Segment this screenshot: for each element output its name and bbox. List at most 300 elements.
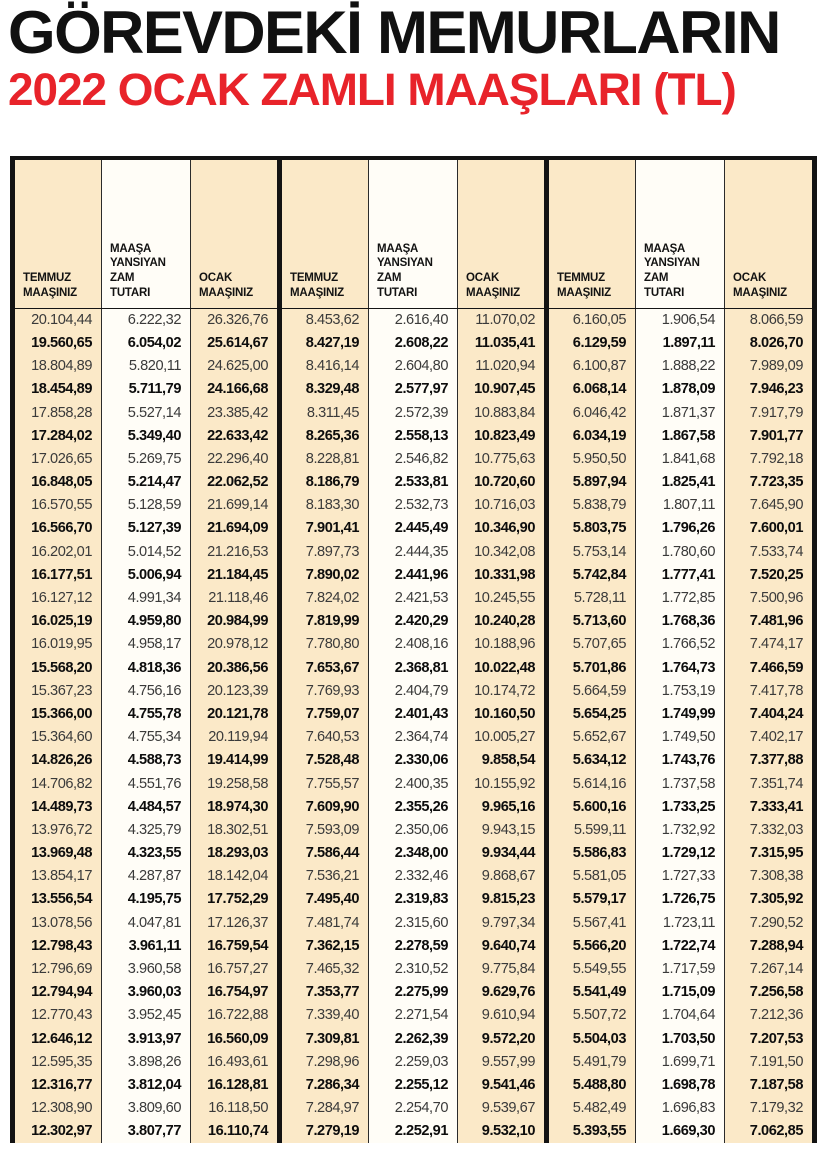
table-cell: 17.126,37 bbox=[191, 911, 280, 934]
headline-secondary: 2022 OCAK ZAMLI MAAŞLARI (TL) bbox=[8, 63, 736, 115]
table-cell: 2.355,26 bbox=[369, 795, 458, 818]
table-cell: 5.566,20 bbox=[547, 935, 636, 958]
table-cell: 1.768,36 bbox=[636, 610, 725, 633]
table-cell: 9.934,44 bbox=[458, 842, 547, 865]
column-header-4 bbox=[369, 158, 458, 308]
table-cell: 22.296,40 bbox=[191, 448, 280, 471]
table-cell: 5.541,49 bbox=[547, 981, 636, 1004]
table-cell: 1.825,41 bbox=[636, 471, 725, 494]
table-cell: 2.404,79 bbox=[369, 680, 458, 703]
table-cell: 5.269,75 bbox=[102, 448, 191, 471]
table-cell: 2.348,00 bbox=[369, 842, 458, 865]
table-cell: 5.654,25 bbox=[547, 703, 636, 726]
table-cell: 7.305,92 bbox=[725, 888, 815, 911]
table-cell: 7.179,32 bbox=[725, 1097, 815, 1120]
table-cell: 6.034,19 bbox=[547, 424, 636, 447]
table-cell: 8.066,59 bbox=[725, 308, 815, 332]
table-cell: 1.696,83 bbox=[636, 1097, 725, 1120]
table-cell: 4.958,17 bbox=[102, 633, 191, 656]
table-cell: 2.262,39 bbox=[369, 1027, 458, 1050]
table-cell: 1.698,78 bbox=[636, 1074, 725, 1097]
table-cell: 5.742,84 bbox=[547, 564, 636, 587]
table-row bbox=[13, 471, 815, 494]
table-cell: 5.897,94 bbox=[547, 471, 636, 494]
column-header-line: TEMMUZ bbox=[290, 272, 338, 285]
table-cell: 5.507,72 bbox=[547, 1004, 636, 1027]
table-cell: 7.653,67 bbox=[280, 656, 369, 679]
table-cell: 8.329,48 bbox=[280, 378, 369, 401]
table-cell: 5.128,59 bbox=[102, 494, 191, 517]
column-header-1 bbox=[102, 158, 191, 308]
table-cell: 12.770,43 bbox=[13, 1004, 102, 1027]
table-cell: 18.142,04 bbox=[191, 865, 280, 888]
table-cell: 1.729,12 bbox=[636, 842, 725, 865]
table-cell: 2.330,06 bbox=[369, 749, 458, 772]
table-cell: 1.780,60 bbox=[636, 540, 725, 563]
table-cell: 10.907,45 bbox=[458, 378, 547, 401]
table-cell: 8.265,36 bbox=[280, 424, 369, 447]
table-cell: 9.572,20 bbox=[458, 1027, 547, 1050]
table-cell: 7.298,96 bbox=[280, 1051, 369, 1074]
table-row bbox=[13, 1004, 815, 1027]
table-cell: 2.364,74 bbox=[369, 726, 458, 749]
column-header-line: MAAŞINIZ bbox=[466, 286, 520, 299]
table-row bbox=[13, 633, 815, 656]
table-cell: 2.420,29 bbox=[369, 610, 458, 633]
table-cell: 2.310,52 bbox=[369, 958, 458, 981]
table-cell: 9.965,16 bbox=[458, 795, 547, 818]
column-header-3 bbox=[280, 158, 369, 308]
table-cell: 10.823,49 bbox=[458, 424, 547, 447]
table-row bbox=[13, 1027, 815, 1050]
table-cell: 3.809,60 bbox=[102, 1097, 191, 1120]
column-header-line: TEMMUZ bbox=[23, 272, 71, 285]
column-header-line: MAAŞA bbox=[377, 242, 419, 255]
table-cell: 7.417,78 bbox=[725, 680, 815, 703]
table-cell: 7.402,17 bbox=[725, 726, 815, 749]
table-cell: 1.733,25 bbox=[636, 795, 725, 818]
table-cell: 24.166,68 bbox=[191, 378, 280, 401]
table-cell: 7.474,17 bbox=[725, 633, 815, 656]
table-cell: 1.753,19 bbox=[636, 680, 725, 703]
table-cell: 9.868,67 bbox=[458, 865, 547, 888]
table-cell: 7.309,81 bbox=[280, 1027, 369, 1050]
salary-table bbox=[10, 156, 817, 1143]
table-cell: 25.614,67 bbox=[191, 332, 280, 355]
table-cell: 4.484,57 bbox=[102, 795, 191, 818]
column-header-line: MAAŞINIZ bbox=[290, 286, 344, 299]
table-cell: 1.749,50 bbox=[636, 726, 725, 749]
table-cell: 1.777,41 bbox=[636, 564, 725, 587]
table-cell: 4.047,81 bbox=[102, 911, 191, 934]
table-cell: 1.715,09 bbox=[636, 981, 725, 1004]
table-cell: 9.532,10 bbox=[458, 1120, 547, 1143]
table-cell: 10.188,96 bbox=[458, 633, 547, 656]
table-cell: 7.989,09 bbox=[725, 355, 815, 378]
table-cell: 4.588,73 bbox=[102, 749, 191, 772]
table-cell: 1.717,59 bbox=[636, 958, 725, 981]
table-cell: 5.634,12 bbox=[547, 749, 636, 772]
table-row bbox=[13, 610, 815, 633]
column-header-line: OCAK bbox=[466, 272, 500, 285]
table-cell: 2.604,80 bbox=[369, 355, 458, 378]
table-cell: 21.699,14 bbox=[191, 494, 280, 517]
table-cell: 19.258,58 bbox=[191, 772, 280, 795]
table-cell: 15.568,20 bbox=[13, 656, 102, 679]
table-cell: 3.913,97 bbox=[102, 1027, 191, 1050]
table-row bbox=[13, 911, 815, 934]
table-cell: 5.599,11 bbox=[547, 819, 636, 842]
column-header-line: YANSIYAN bbox=[377, 257, 433, 270]
table-cell: 8.427,19 bbox=[280, 332, 369, 355]
table-cell: 7.284,97 bbox=[280, 1097, 369, 1120]
table-cell: 4.325,79 bbox=[102, 819, 191, 842]
table-cell: 1.807,11 bbox=[636, 494, 725, 517]
table-cell: 7.897,73 bbox=[280, 540, 369, 563]
table-cell: 16.848,05 bbox=[13, 471, 102, 494]
table-cell: 7.465,32 bbox=[280, 958, 369, 981]
table-cell: 11.070,02 bbox=[458, 308, 547, 332]
table-cell: 16.570,55 bbox=[13, 494, 102, 517]
column-header-line: MAAŞINIZ bbox=[733, 286, 787, 299]
table-cell: 1.766,52 bbox=[636, 633, 725, 656]
table-cell: 2.319,83 bbox=[369, 888, 458, 911]
table-cell: 16.128,81 bbox=[191, 1074, 280, 1097]
column-header-line: MAAŞINIZ bbox=[23, 286, 77, 299]
column-header-2 bbox=[191, 158, 280, 308]
table-cell: 6.129,59 bbox=[547, 332, 636, 355]
column-header-6 bbox=[547, 158, 636, 308]
table-cell: 15.367,23 bbox=[13, 680, 102, 703]
table-cell: 10.245,55 bbox=[458, 587, 547, 610]
table-cell: 7.609,90 bbox=[280, 795, 369, 818]
table-cell: 7.187,58 bbox=[725, 1074, 815, 1097]
table-cell: 1.841,68 bbox=[636, 448, 725, 471]
table-cell: 5.652,67 bbox=[547, 726, 636, 749]
table-cell: 7.528,48 bbox=[280, 749, 369, 772]
table-cell: 7.212,36 bbox=[725, 1004, 815, 1027]
column-header-line: YANSIYAN bbox=[110, 257, 166, 270]
table-row bbox=[13, 332, 815, 355]
table-cell: 4.287,87 bbox=[102, 865, 191, 888]
table-cell: 7.332,03 bbox=[725, 819, 815, 842]
table-cell: 10.174,72 bbox=[458, 680, 547, 703]
table-cell: 6.046,42 bbox=[547, 401, 636, 424]
table-cell: 11.035,41 bbox=[458, 332, 547, 355]
table-cell: 4.959,80 bbox=[102, 610, 191, 633]
table-cell: 8.453,62 bbox=[280, 308, 369, 332]
table-cell: 16.754,97 bbox=[191, 981, 280, 1004]
table-cell: 14.706,82 bbox=[13, 772, 102, 795]
table-cell: 13.854,17 bbox=[13, 865, 102, 888]
table-cell: 1.732,92 bbox=[636, 819, 725, 842]
table-cell: 2.315,60 bbox=[369, 911, 458, 934]
table-cell: 7.191,50 bbox=[725, 1051, 815, 1074]
table-cell: 10.240,28 bbox=[458, 610, 547, 633]
table-row bbox=[13, 424, 815, 447]
table-cell: 12.794,94 bbox=[13, 981, 102, 1004]
table-cell: 16.025,19 bbox=[13, 610, 102, 633]
table-cell: 16.493,61 bbox=[191, 1051, 280, 1074]
table-cell: 2.259,03 bbox=[369, 1051, 458, 1074]
table-cell: 20.978,12 bbox=[191, 633, 280, 656]
table-row bbox=[13, 958, 815, 981]
table-cell: 7.824,02 bbox=[280, 587, 369, 610]
table-cell: 16.757,27 bbox=[191, 958, 280, 981]
table-cell: 12.302,97 bbox=[13, 1120, 102, 1143]
table-cell: 19.560,65 bbox=[13, 332, 102, 355]
table-cell: 21.118,46 bbox=[191, 587, 280, 610]
table-cell: 10.720,60 bbox=[458, 471, 547, 494]
table-cell: 7.404,24 bbox=[725, 703, 815, 726]
salary-table-body bbox=[13, 308, 815, 1143]
table-cell: 1.727,33 bbox=[636, 865, 725, 888]
table-cell: 8.183,30 bbox=[280, 494, 369, 517]
table-row bbox=[13, 517, 815, 540]
table-cell: 2.400,35 bbox=[369, 772, 458, 795]
table-cell: 1.764,73 bbox=[636, 656, 725, 679]
table-cell: 7.353,77 bbox=[280, 981, 369, 1004]
table-cell: 1.878,09 bbox=[636, 378, 725, 401]
table-cell: 16.560,09 bbox=[191, 1027, 280, 1050]
table-cell: 7.481,74 bbox=[280, 911, 369, 934]
table-cell: 7.377,88 bbox=[725, 749, 815, 772]
table-cell: 13.556,54 bbox=[13, 888, 102, 911]
table-row bbox=[13, 865, 815, 888]
table-cell: 12.646,12 bbox=[13, 1027, 102, 1050]
table-cell: 5.491,79 bbox=[547, 1051, 636, 1074]
table-cell: 17.752,29 bbox=[191, 888, 280, 911]
table-cell: 5.753,14 bbox=[547, 540, 636, 563]
table-cell: 5.838,79 bbox=[547, 494, 636, 517]
table-cell: 18.454,89 bbox=[13, 378, 102, 401]
table-cell: 7.819,99 bbox=[280, 610, 369, 633]
column-header-line: MAAŞA bbox=[110, 242, 152, 255]
table-cell: 9.629,76 bbox=[458, 981, 547, 1004]
table-cell: 8.416,14 bbox=[280, 355, 369, 378]
table-cell: 7.792,18 bbox=[725, 448, 815, 471]
table-cell: 13.976,72 bbox=[13, 819, 102, 842]
table-cell: 2.616,40 bbox=[369, 308, 458, 332]
table-cell: 10.331,98 bbox=[458, 564, 547, 587]
column-header-8 bbox=[725, 158, 815, 308]
column-header-line: MAAŞINIZ bbox=[557, 286, 611, 299]
table-cell: 1.699,71 bbox=[636, 1051, 725, 1074]
table-cell: 5.614,16 bbox=[547, 772, 636, 795]
table-cell: 18.302,51 bbox=[191, 819, 280, 842]
table-cell: 16.127,12 bbox=[13, 587, 102, 610]
table-cell: 9.775,84 bbox=[458, 958, 547, 981]
headline-block bbox=[0, 0, 823, 113]
table-cell: 1.669,30 bbox=[636, 1120, 725, 1143]
column-header-line: TEMMUZ bbox=[557, 272, 605, 285]
table-cell: 7.062,85 bbox=[725, 1120, 815, 1143]
table-cell: 5.006,94 bbox=[102, 564, 191, 587]
table-cell: 2.608,22 bbox=[369, 332, 458, 355]
table-cell: 20.121,78 bbox=[191, 703, 280, 726]
table-cell: 2.421,53 bbox=[369, 587, 458, 610]
table-cell: 10.342,08 bbox=[458, 540, 547, 563]
table-cell: 8.311,45 bbox=[280, 401, 369, 424]
table-cell: 7.256,58 bbox=[725, 981, 815, 1004]
table-row bbox=[13, 981, 815, 1004]
table-cell: 2.275,99 bbox=[369, 981, 458, 1004]
table-cell: 3.807,77 bbox=[102, 1120, 191, 1143]
table-cell: 7.640,53 bbox=[280, 726, 369, 749]
table-cell: 5.820,11 bbox=[102, 355, 191, 378]
table-cell: 5.482,49 bbox=[547, 1097, 636, 1120]
table-row bbox=[13, 401, 815, 424]
table-cell: 12.796,69 bbox=[13, 958, 102, 981]
table-cell: 12.316,77 bbox=[13, 1074, 102, 1097]
table-cell: 3.961,11 bbox=[102, 935, 191, 958]
table-cell: 18.293,03 bbox=[191, 842, 280, 865]
table-cell: 16.019,95 bbox=[13, 633, 102, 656]
table-cell: 3.898,26 bbox=[102, 1051, 191, 1074]
table-cell: 7.290,52 bbox=[725, 911, 815, 934]
table-cell: 16.566,70 bbox=[13, 517, 102, 540]
table-row bbox=[13, 1120, 815, 1143]
table-cell: 12.798,43 bbox=[13, 935, 102, 958]
table-cell: 5.579,17 bbox=[547, 888, 636, 911]
column-header-line: TUTARI bbox=[644, 286, 685, 299]
table-cell: 2.532,73 bbox=[369, 494, 458, 517]
table-cell: 7.533,74 bbox=[725, 540, 815, 563]
table-cell: 4.755,34 bbox=[102, 726, 191, 749]
table-cell: 7.288,94 bbox=[725, 935, 815, 958]
table-row bbox=[13, 540, 815, 563]
table-cell: 8.186,79 bbox=[280, 471, 369, 494]
table-cell: 1.897,11 bbox=[636, 332, 725, 355]
table-row bbox=[13, 888, 815, 911]
table-row bbox=[13, 494, 815, 517]
table-cell: 2.572,39 bbox=[369, 401, 458, 424]
table-cell: 18.804,89 bbox=[13, 355, 102, 378]
table-cell: 20.123,39 bbox=[191, 680, 280, 703]
table-cell: 4.195,75 bbox=[102, 888, 191, 911]
table-cell: 9.815,23 bbox=[458, 888, 547, 911]
table-row bbox=[13, 749, 815, 772]
table-cell: 1.722,74 bbox=[636, 935, 725, 958]
table-cell: 16.110,74 bbox=[191, 1120, 280, 1143]
table-cell: 7.351,74 bbox=[725, 772, 815, 795]
table-cell: 2.278,59 bbox=[369, 935, 458, 958]
table-cell: 15.364,60 bbox=[13, 726, 102, 749]
table-cell: 7.279,19 bbox=[280, 1120, 369, 1143]
table-cell: 12.308,90 bbox=[13, 1097, 102, 1120]
table-cell: 10.155,92 bbox=[458, 772, 547, 795]
table-row bbox=[13, 378, 815, 401]
table-cell: 8.026,70 bbox=[725, 332, 815, 355]
table-cell: 17.026,65 bbox=[13, 448, 102, 471]
table-cell: 2.558,13 bbox=[369, 424, 458, 447]
table-cell: 7.593,09 bbox=[280, 819, 369, 842]
table-cell: 4.756,16 bbox=[102, 680, 191, 703]
table-cell: 9.640,74 bbox=[458, 935, 547, 958]
table-cell: 9.539,67 bbox=[458, 1097, 547, 1120]
table-cell: 7.481,96 bbox=[725, 610, 815, 633]
table-cell: 7.536,21 bbox=[280, 865, 369, 888]
table-cell: 10.346,90 bbox=[458, 517, 547, 540]
table-cell: 2.350,06 bbox=[369, 819, 458, 842]
table-cell: 20.386,56 bbox=[191, 656, 280, 679]
table-cell: 5.711,79 bbox=[102, 378, 191, 401]
table-row bbox=[13, 1051, 815, 1074]
table-cell: 5.549,55 bbox=[547, 958, 636, 981]
table-cell: 2.401,43 bbox=[369, 703, 458, 726]
table-cell: 5.701,86 bbox=[547, 656, 636, 679]
table-cell: 4.991,34 bbox=[102, 587, 191, 610]
table-cell: 1.723,11 bbox=[636, 911, 725, 934]
table-cell: 1.749,99 bbox=[636, 703, 725, 726]
table-cell: 5.567,41 bbox=[547, 911, 636, 934]
table-cell: 26.326,76 bbox=[191, 308, 280, 332]
table-cell: 10.005,27 bbox=[458, 726, 547, 749]
table-cell: 9.610,94 bbox=[458, 1004, 547, 1027]
table-cell: 15.366,00 bbox=[13, 703, 102, 726]
table-cell: 5.803,75 bbox=[547, 517, 636, 540]
table-cell: 7.286,34 bbox=[280, 1074, 369, 1097]
table-cell: 16.759,54 bbox=[191, 935, 280, 958]
table-cell: 2.533,81 bbox=[369, 471, 458, 494]
table-cell: 7.315,95 bbox=[725, 842, 815, 865]
table-cell: 7.759,07 bbox=[280, 703, 369, 726]
table-cell: 23.385,42 bbox=[191, 401, 280, 424]
table-row bbox=[13, 656, 815, 679]
table-cell: 5.581,05 bbox=[547, 865, 636, 888]
table-cell: 10.160,50 bbox=[458, 703, 547, 726]
table-cell: 5.707,65 bbox=[547, 633, 636, 656]
table-cell: 10.022,48 bbox=[458, 656, 547, 679]
table-cell: 7.946,23 bbox=[725, 378, 815, 401]
table-row bbox=[13, 680, 815, 703]
table-cell: 4.818,36 bbox=[102, 656, 191, 679]
table-cell: 9.797,34 bbox=[458, 911, 547, 934]
table-cell: 2.255,12 bbox=[369, 1074, 458, 1097]
table-cell: 7.333,41 bbox=[725, 795, 815, 818]
column-header-line: TUTARI bbox=[110, 286, 151, 299]
table-cell: 21.184,45 bbox=[191, 564, 280, 587]
table-cell: 5.586,83 bbox=[547, 842, 636, 865]
table-cell: 9.557,99 bbox=[458, 1051, 547, 1074]
table-cell: 7.466,59 bbox=[725, 656, 815, 679]
table-cell: 16.722,88 bbox=[191, 1004, 280, 1027]
table-cell: 16.177,51 bbox=[13, 564, 102, 587]
table-cell: 5.600,16 bbox=[547, 795, 636, 818]
table-row bbox=[13, 308, 815, 332]
table-cell: 9.858,54 bbox=[458, 749, 547, 772]
table-cell: 4.551,76 bbox=[102, 772, 191, 795]
column-header-5 bbox=[458, 158, 547, 308]
table-cell: 5.504,03 bbox=[547, 1027, 636, 1050]
table-cell: 5.664,59 bbox=[547, 680, 636, 703]
table-cell: 2.252,91 bbox=[369, 1120, 458, 1143]
table-cell: 2.445,49 bbox=[369, 517, 458, 540]
table-cell: 2.444,35 bbox=[369, 540, 458, 563]
table-cell: 9.541,46 bbox=[458, 1074, 547, 1097]
table-row bbox=[13, 564, 815, 587]
table-cell: 7.207,53 bbox=[725, 1027, 815, 1050]
salary-table-head bbox=[13, 158, 815, 308]
headline-primary: GÖREVDEKİ MEMURLARIN bbox=[8, 0, 780, 66]
table-cell: 6.100,87 bbox=[547, 355, 636, 378]
table-cell: 7.495,40 bbox=[280, 888, 369, 911]
table-cell: 1.704,64 bbox=[636, 1004, 725, 1027]
table-cell: 1.867,58 bbox=[636, 424, 725, 447]
table-cell: 2.332,46 bbox=[369, 865, 458, 888]
table-cell: 7.600,01 bbox=[725, 517, 815, 540]
table-cell: 6.068,14 bbox=[547, 378, 636, 401]
